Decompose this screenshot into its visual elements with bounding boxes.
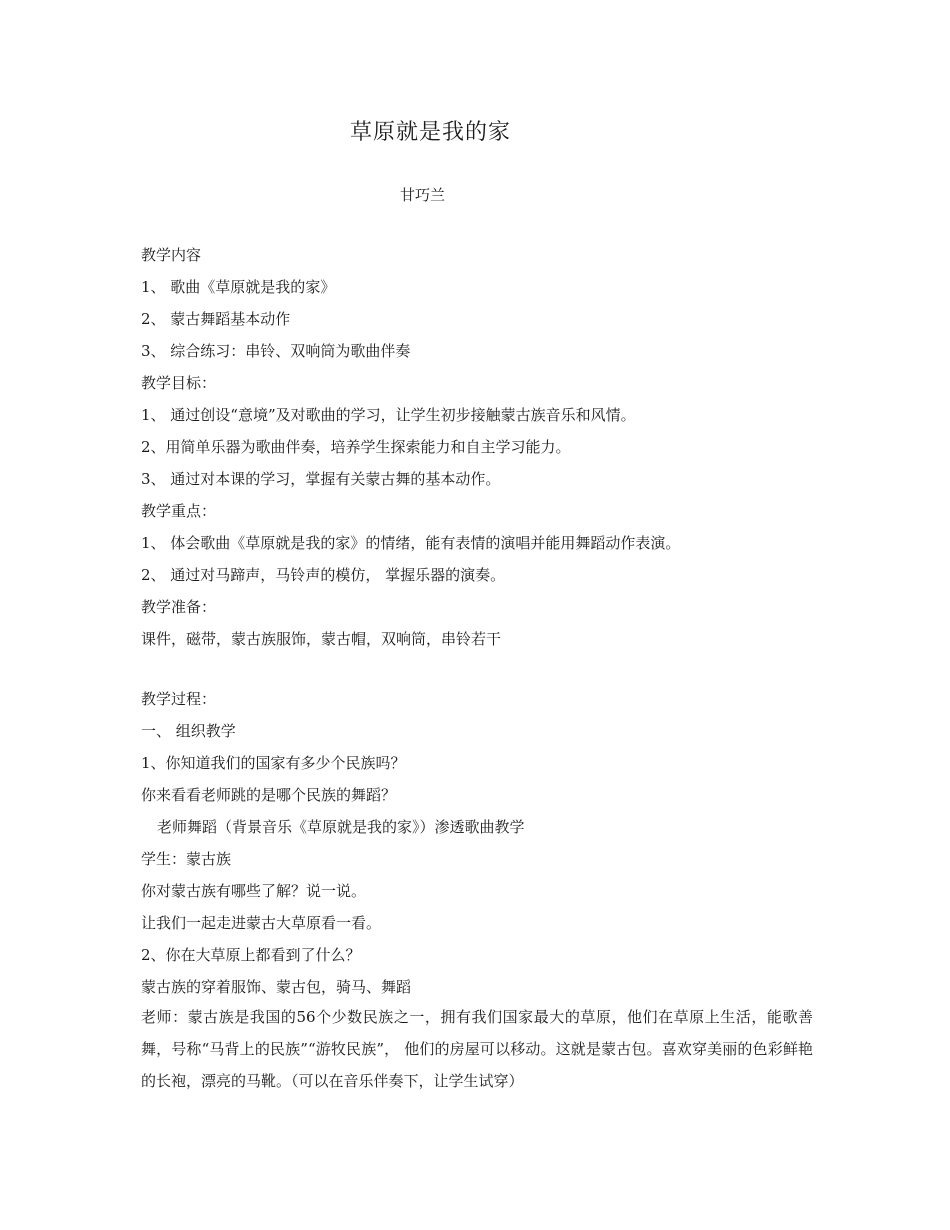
list-item: 2、用简单乐器为歌曲伴奏，培养学生探索能力和自主学习能力。 bbox=[141, 438, 571, 456]
list-item: 1、 歌曲《草原就是我的家》 bbox=[141, 278, 336, 296]
text-line: 蒙古族的穿着服饰、蒙古包，骑马、舞蹈 bbox=[141, 978, 412, 996]
list-item: 1、 通过创设“意境”及对歌曲的学习，让学生初步接触蒙古族音乐和风情。 bbox=[141, 406, 636, 424]
list-item: 3、 综合练习：串铃、双响筒为歌曲伴奏 bbox=[141, 342, 411, 360]
text-line: 老师舞蹈（背景音乐《草原就是我的家》）渗透歌曲教学 bbox=[157, 818, 525, 836]
section-heading-process: 教学过程： bbox=[141, 690, 217, 708]
document-title: 草原就是我的家 bbox=[350, 120, 512, 145]
section-heading-goals: 教学目标： bbox=[141, 374, 217, 392]
section-heading-key-points: 教学重点： bbox=[141, 502, 217, 520]
list-item: 3、 通过对本课的学习，掌握有关蒙古舞的基本动作。 bbox=[141, 470, 501, 488]
list-item: 2、 蒙古舞蹈基本动作 bbox=[141, 310, 291, 328]
text-line: 课件，磁带，蒙古族服饰，蒙古帽，双响筒，串铃若干 bbox=[141, 630, 502, 648]
teacher-paragraph: 老师：蒙古族是我国的56个少数民族之一，拥有我们国家最大的草原，他们在草原上生活，能歌善舞，号称“马背上的民族”“游牧民族”， 他们的房屋可以移动。这就是蒙古包。喜欢穿美丽的色彩鲜艳的长袍，漂亮的马靴。（可以在音乐伴奏下，让学生试穿） bbox=[141, 1008, 813, 1090]
section-heading-content: 教学内容 bbox=[141, 246, 202, 264]
text-line: 学生：蒙古族 bbox=[141, 850, 232, 868]
text-line: 让我们一起走进蒙古大草原看一看。 bbox=[141, 914, 382, 932]
text-line: 2、你在大草原上都看到了什么？ bbox=[141, 946, 361, 964]
list-item: 一、 组织教学 bbox=[141, 722, 236, 740]
section-heading-preparation: 教学准备： bbox=[141, 598, 217, 616]
text-line: 你对蒙古族有哪些了解？说一说。 bbox=[141, 882, 367, 900]
document-author: 甘巧兰 bbox=[400, 186, 446, 204]
list-item: 1、 体会歌曲《草原就是我的家》的情绪，能有表情的演唱并能用舞蹈动作表演。 bbox=[141, 534, 681, 552]
list-item: 2、 通过对马蹄声，马铃声的模仿， 掌握乐器的演奏。 bbox=[141, 566, 506, 584]
text-line: 你来看看老师跳的是哪个民族的舞蹈？ bbox=[141, 786, 397, 804]
text-line: 1、你知道我们的国家有多少个民族吗？ bbox=[141, 754, 406, 772]
